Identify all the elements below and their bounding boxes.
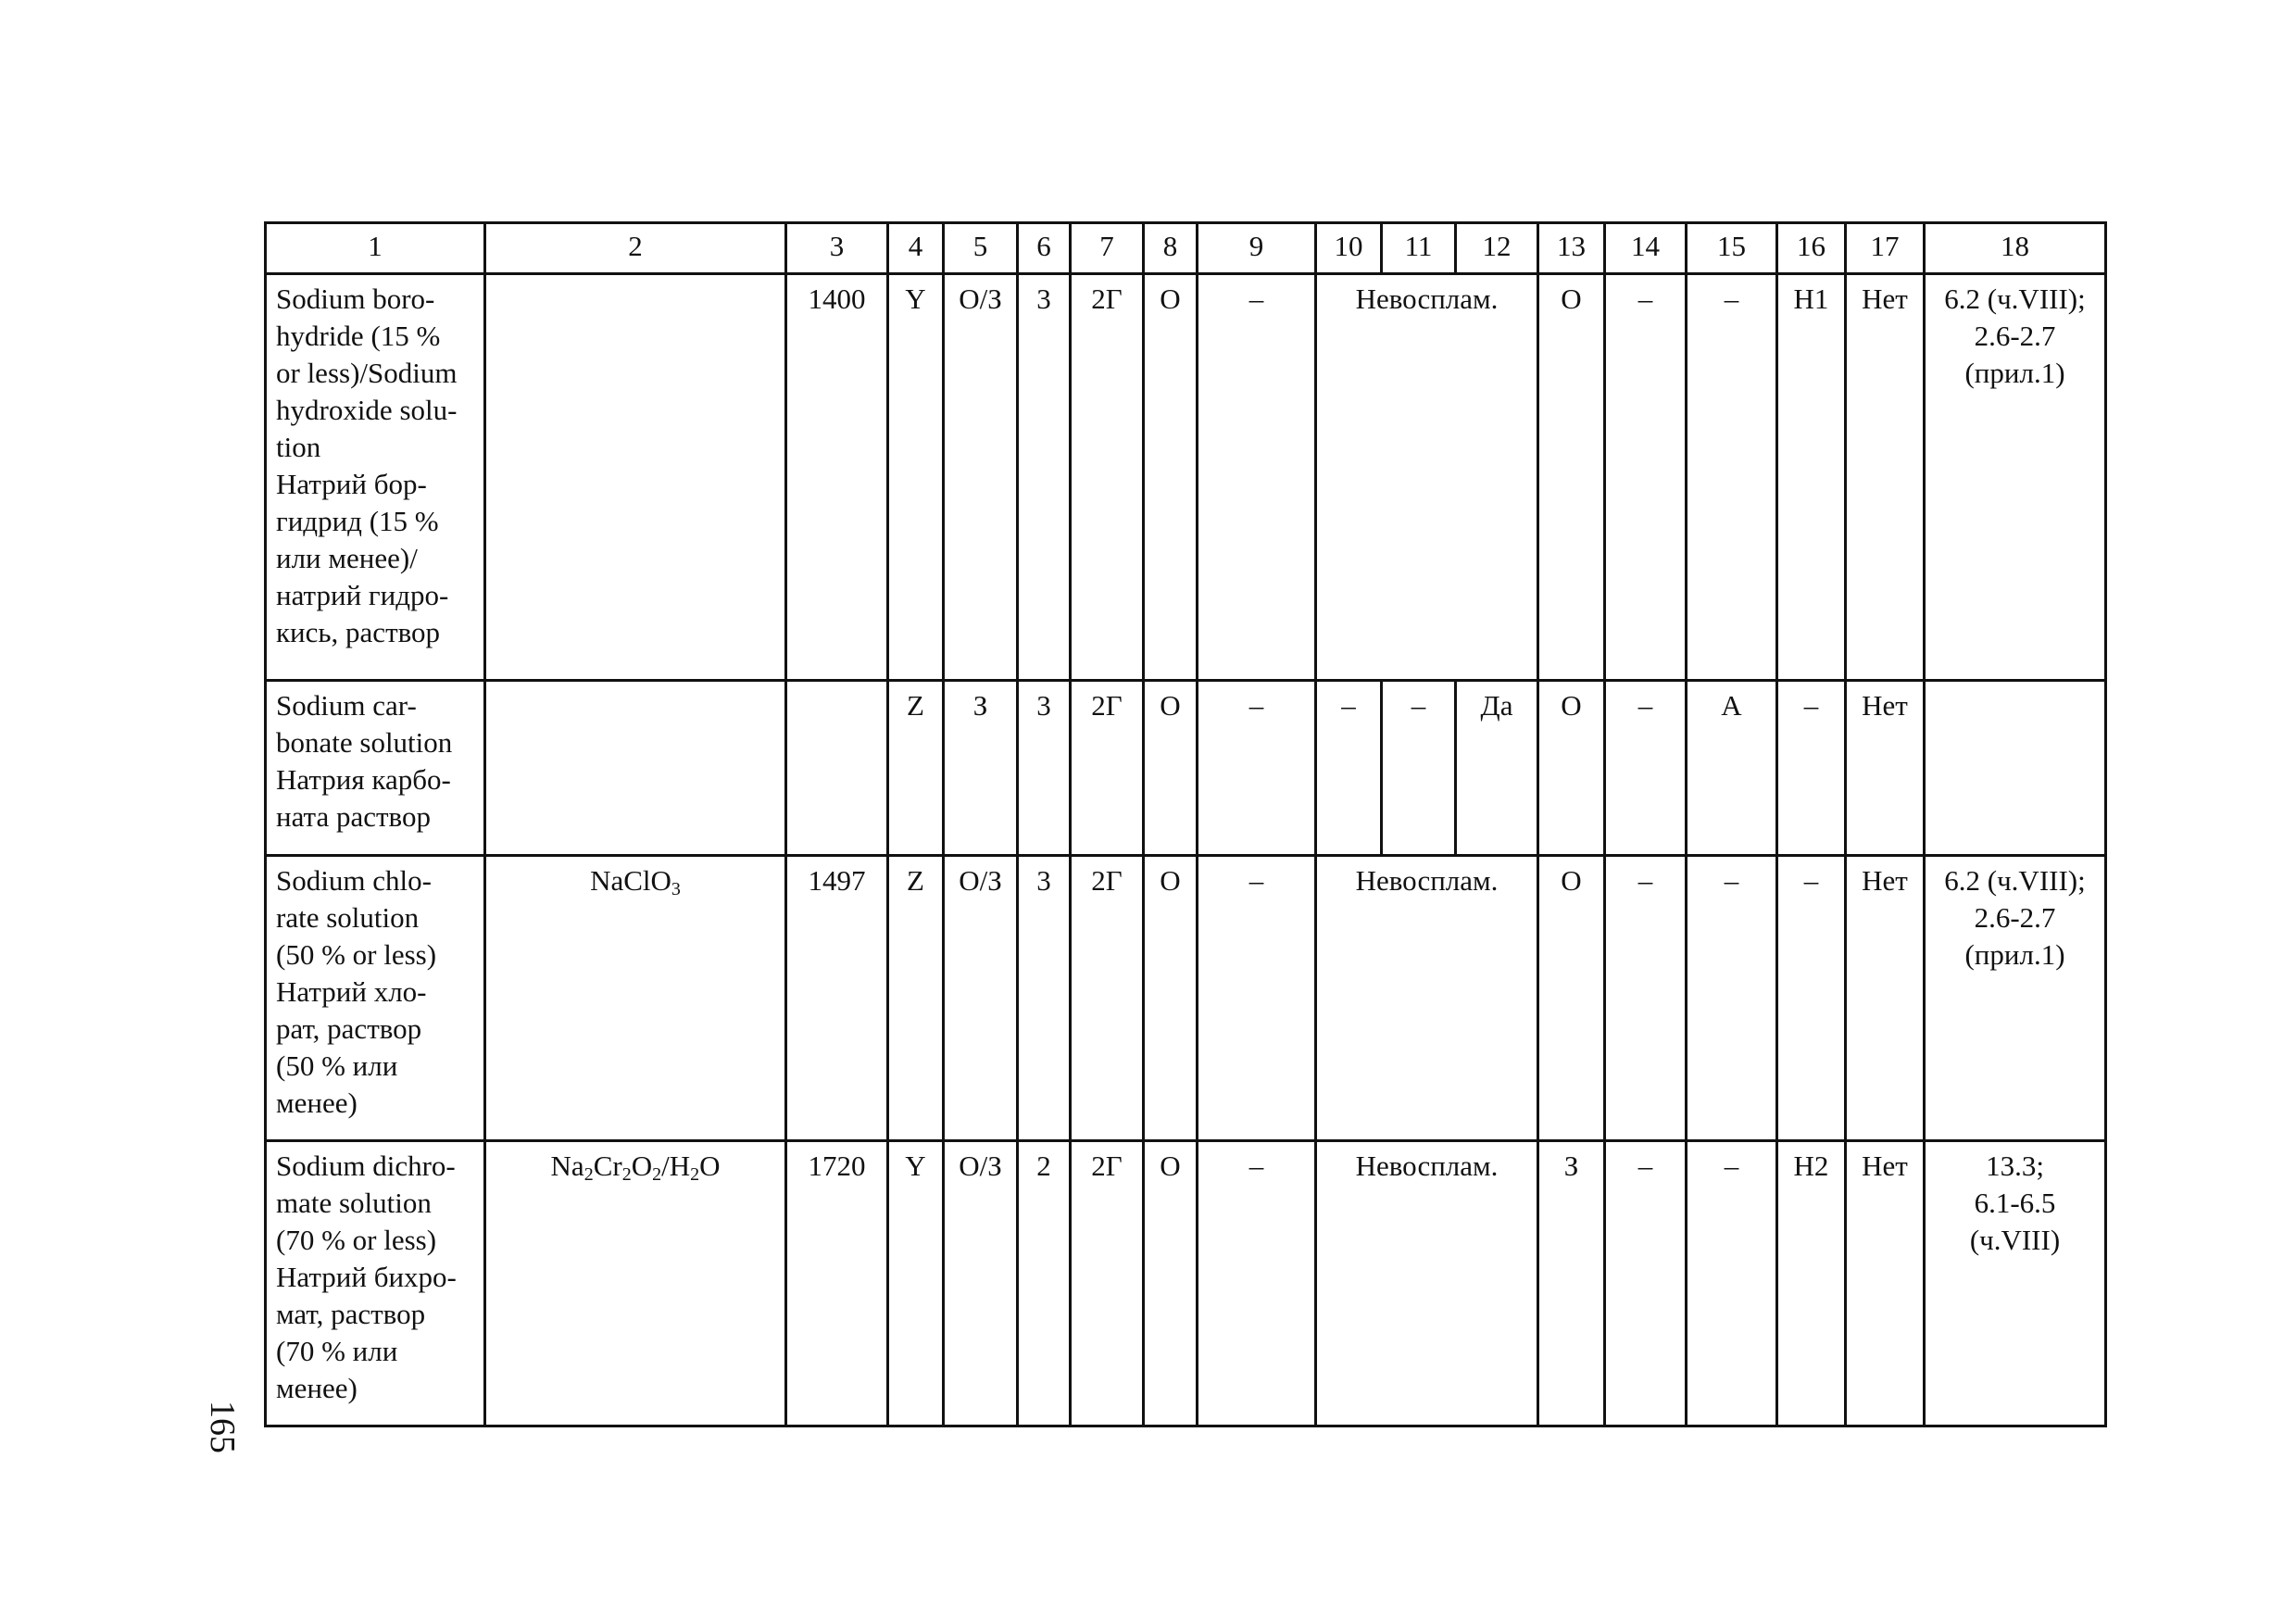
ship-type-cell: 3 [1018,856,1071,1141]
pollution-category-cell: Y [888,274,944,681]
electrical-equipment-cell: Невосплам. [1316,274,1538,681]
header-cell: 18 [1925,223,2106,274]
table-row [266,1141,2106,1426]
tank-vents-cell: О [1144,1141,1198,1426]
fire-protection-cell: А [1687,681,1777,856]
ship-type-cell: 3 [1018,274,1071,681]
header-cell: 13 [1538,223,1605,274]
pollution-category-cell: Y [888,1141,944,1426]
tank-environment-cell: – [1198,274,1316,681]
hazard-cell: З [944,681,1018,856]
header-cell: 7 [1071,223,1144,274]
materials-cell: – [1777,856,1846,1141]
un-number-cell: 1400 [786,274,888,681]
header-cell: 15 [1687,223,1777,274]
tank-type-cell: 2Г [1071,681,1144,856]
substances-table [264,221,2107,1427]
tank-type-cell: 2Г [1071,274,1144,681]
electrical-equipment-cell: Невосплам. [1316,1141,1538,1426]
fire-protection-cell: – [1687,1141,1777,1426]
vapour-detection-cell: – [1605,1141,1687,1426]
page-number: 165 [203,1401,242,1453]
header-cell: 9 [1198,223,1316,274]
table-row [266,856,2106,1141]
gauging-cell: О [1538,856,1605,1141]
special-requirements-cell [1925,681,2106,856]
ship-type-cell: 3 [1018,681,1071,856]
apparatus-group-cell: – [1382,681,1456,856]
hazard-cell: О/З [944,856,1018,1141]
tank-vents-cell: О [1144,856,1198,1141]
formula-cell [485,274,786,681]
electrical-equipment-cell: Невосплам. [1316,856,1538,1141]
header-cell: 3 [786,223,888,274]
header-cell: 4 [888,223,944,274]
pollution-category-cell: Z [888,681,944,856]
temperature-class-cell: – [1316,681,1382,856]
gauging-cell: О [1538,274,1605,681]
header-cell: 8 [1144,223,1198,274]
emergency-escape-cell: Нет [1846,274,1925,681]
materials-cell: – [1777,681,1846,856]
table-row [266,274,2106,681]
vapour-detection-cell: – [1605,856,1687,1141]
header-cell: 16 [1777,223,1846,274]
special-requirements-cell: 13.3; 6.1-6.5 (ч.VIII) [1925,1141,2106,1426]
header-cell: 6 [1018,223,1071,274]
header-cell: 2 [485,223,786,274]
emergency-escape-cell: Нет [1846,681,1925,856]
special-requirements-cell: 6.2 (ч.VIII); 2.6-2.7 (прил.1) [1925,274,2106,681]
tank-environment-cell: – [1198,1141,1316,1426]
header-cell: 10 [1316,223,1382,274]
header-cell: 12 [1456,223,1538,274]
formula-cell [485,1141,786,1426]
header-cell: 11 [1382,223,1456,274]
tank-vents-cell: О [1144,681,1198,856]
un-number-cell: 1497 [786,856,888,1141]
tank-vents-cell: О [1144,274,1198,681]
product-name-cell: Sodium dichro- mate solution (70 % or less) Натрий бихро- мат, раствор (70 % или менее) [266,1141,485,1426]
tank-environment-cell: – [1198,856,1316,1141]
un-number-cell: 1720 [786,1141,888,1426]
pollution-category-cell: Z [888,856,944,1141]
header-row [266,223,2106,274]
tank-type-cell: 2Г [1071,856,1144,1141]
product-name-cell: Sodium car- bonate solution Натрия карбо- ната раствор [266,681,485,856]
header-cell: 1 [266,223,485,274]
header-cell: 14 [1605,223,1687,274]
gauging-cell: З [1538,1141,1605,1426]
emergency-escape-cell: Нет [1846,856,1925,1141]
tank-type-cell: 2Г [1071,1141,1144,1426]
product-name-cell: Sodium chlo- rate solution (50 % or less) Натрий хло- рат, раствор (50 % или менее) [266,856,485,1141]
vapour-detection-cell: – [1605,274,1687,681]
chemical-formula: NaClO$_3$ [590,864,681,899]
materials-cell: H2 [1777,1141,1846,1426]
special-requirements-cell: 6.2 (ч.VIII); 2.6-2.7 (прил.1) [1925,856,2106,1141]
materials-cell: H1 [1777,274,1846,681]
hazard-cell: О/З [944,274,1018,681]
un-number-cell [786,681,888,856]
tank-environment-cell: – [1198,681,1316,856]
formula-cell [485,856,786,1141]
flashpoint-cell: Да [1456,681,1538,856]
ship-type-cell: 2 [1018,1141,1071,1426]
chemical-formula: $Na_2Cr_2O_2/H_2O$ [550,1150,721,1185]
hazard-cell: О/З [944,1141,1018,1426]
emergency-escape-cell: Нет [1846,1141,1925,1426]
product-name-cell: Sodium boro- hydride (15 % or less)/Sodium hydroxide solu- tion Натрий бор- гидрид (15 % или менее)/ натрий гидро- кись, раствор [266,274,485,681]
fire-protection-cell: – [1687,856,1777,1141]
gauging-cell: О [1538,681,1605,856]
fire-protection-cell: – [1687,274,1777,681]
header-cell: 5 [944,223,1018,274]
formula-cell [485,681,786,856]
header-cell: 17 [1846,223,1925,274]
table-row [266,681,2106,856]
vapour-detection-cell: – [1605,681,1687,856]
